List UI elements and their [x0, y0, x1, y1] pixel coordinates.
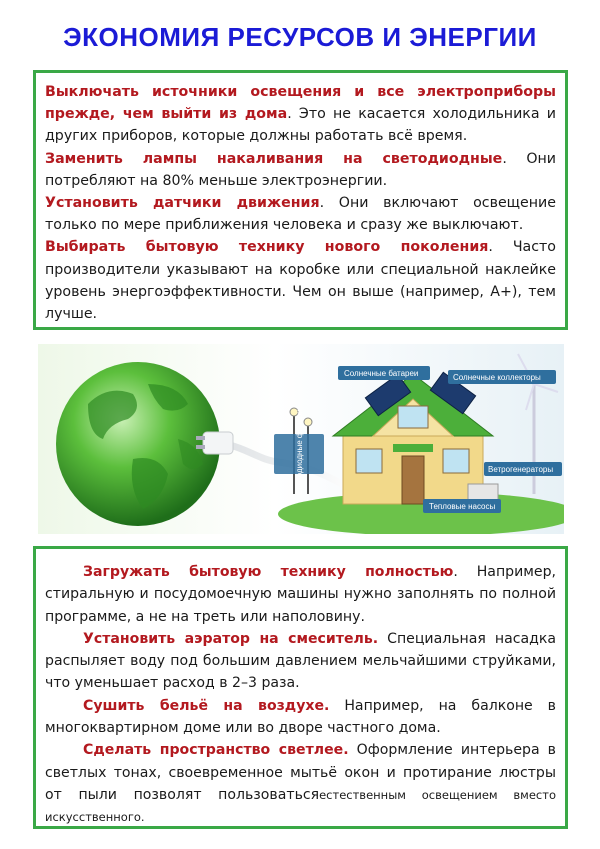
tips-box-bottom — [33, 546, 568, 829]
tip-lead: Установить датчики движения — [45, 195, 320, 212]
tip-paragraph — [45, 739, 556, 828]
tip-paragraph — [45, 695, 556, 740]
tip-text: . Часто производители указывают на коробке или специальной наклейке уровень энергоэффективности. Чем он выше (например, А+), тем лучше. — [45, 239, 556, 323]
eco-house-illustration — [38, 344, 564, 534]
tip-text: Оформление интерьера в светлых тонах, своевременное мытьё окон и протирание люстры от пыли позволят пользоваться — [45, 742, 556, 803]
tip-lead: Заменить лампы накаливания на светодиодные — [45, 150, 503, 167]
tip-lead: Загружать бытовую технику полностью — [83, 564, 454, 580]
tip-text: Специальная насадка распыляет воду под большим давлением мельчайшими струйками, что уменьшает расход в 2–3 раза. — [45, 630, 556, 692]
tip-paragraph — [45, 81, 556, 148]
label-heat-pumps — [423, 499, 501, 513]
tips-box-top — [33, 70, 568, 330]
tip-text: . Они потребляют на 80% меньше электроэнергии. — [45, 150, 556, 189]
tip-paragraph — [45, 192, 556, 236]
page-title: ЭКОНОМИЯ РЕСУРСОВ И ЭНЕРГИИ — [63, 22, 537, 52]
tip-lead: Сделать пространство светлее. — [83, 742, 349, 759]
tip-text-tail: естественным освещением вместо искусственного. — [45, 787, 556, 825]
label-wind-generator — [484, 462, 562, 476]
tip-lead: Сушить бельё на воздухе. — [83, 697, 330, 714]
label-solar-panels — [338, 366, 430, 380]
tip-lead: Выключать источники освещения и все электроприборы прежде, чем выйти из дома — [45, 84, 556, 123]
tip-paragraph — [45, 628, 556, 695]
tip-text: . Они включают освещение только по мере приближения человека и сразу же выключают. — [45, 195, 556, 234]
tip-paragraph — [45, 236, 556, 325]
tip-paragraph — [45, 148, 556, 192]
tip-text: . Например, стиральную и посудомоечную машины нужно заполнять по полной программе, а не на треть или наполовину. — [45, 564, 556, 625]
tip-text: Например, на балконе в многоквартирном доме или во дворе частного дома. — [45, 697, 556, 737]
label-heat-pumps-text: Тепловые насосы — [429, 502, 496, 511]
label-led-lamps-text: Светодиодные фонари — [295, 409, 304, 495]
earth-globe — [56, 362, 220, 526]
tip-paragraph — [45, 561, 556, 628]
tip-lead: Выбирать бытовую технику нового поколения — [45, 239, 489, 256]
label-solar-collectors-text: Солнечные коллекторы — [453, 373, 541, 382]
label-solar-panels-text: Солнечные батареи — [344, 369, 419, 378]
tip-text: . Это не касается холодильника и других приборов, которые должны работать всё время. — [45, 106, 557, 145]
label-wind-generator-text: Ветрогенераторы — [488, 465, 554, 474]
tip-lead: Установить аэратор на смеситель. — [83, 630, 379, 647]
label-solar-collectors — [448, 370, 556, 384]
